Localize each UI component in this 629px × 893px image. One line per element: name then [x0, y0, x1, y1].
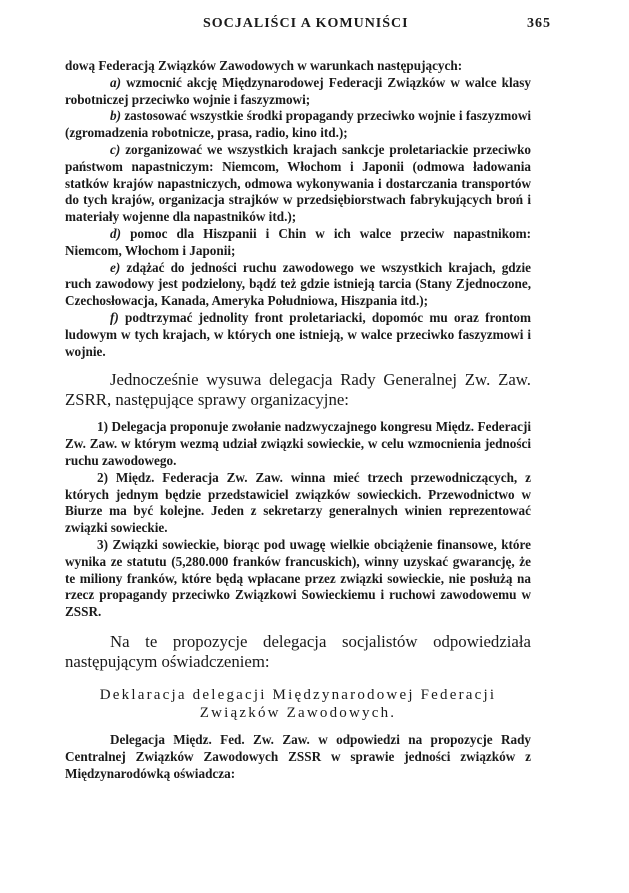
- paragraph-declaration: Delegacja Międz. Fed. Zw. Zaw. w odpowiedzi na propozycje Rady Centralnej Związków Zawodowych ZSSR w sprawie jedności związków z Międzynarodówką oświadcza:: [65, 731, 531, 781]
- paragraph-lead-organizational: Jednocześnie wysuwa delegacja Rady Generalnej Zw. Zaw. ZSRR, następujące sprawy organizacyjne:: [65, 370, 531, 410]
- list-item-f: f) podtrzymać jednolity front proletariacki, dopomóc mu oraz frontom ludowym w tych krajach, w których one istnieją, w walce przeciwko faszyzmowi i wojnie.: [65, 309, 531, 359]
- list-marker-f: f): [110, 309, 119, 325]
- page-number: 365: [527, 16, 551, 31]
- list-marker-e: e): [110, 259, 121, 275]
- list-marker-b: b): [110, 108, 121, 124]
- list-marker-d: d): [110, 225, 121, 241]
- list-item-a: a) wzmocnić akcję Międzynarodowej Federacji Związków w walce klasy robotniczej przeciwko wojnie i faszyzmowi;: [65, 74, 531, 107]
- list-item-c: c) zorganizować we wszystkich krajach sankcje proletariackie przeciwko państwom napastniczym: Niemcom, Włochom i Japonii (odmowa ładowania statków krajów napastniczych, odmowa wykonywania i dostarczania transportów do tych krajów, organizacja strajków w przedsiębiorstwach fabrykujących broń i materiały wojenne dla napastników itd.);: [65, 141, 532, 225]
- numbered-item-3: 3) Związki sowieckie, biorąc pod uwagę wielkie obciążenie finansowe, które wynika ze statutu (5,280.000 franków francuskich), winny uzyskać gwarancję, że te miliony franków, które będą wpłacane przez związki sowieckie, nie posłużą na rzecz propagandy przeciwko Związkowi Sowieckiemu i ruchowi zawodowemu w ZSSR.: [65, 536, 531, 620]
- list-item-d: d) pomoc dla Hiszpanii i Chin w ich walce przeciw napastnikom: Niemcom, Włochom i Japonii;: [65, 225, 532, 258]
- declaration-heading-line-2: Związków Zawodowych.: [199, 704, 397, 721]
- numbered-item-2: 2) Międz. Federacja Zw. Zaw. winna mieć trzech przewodniczących, z których jednym będzie przedstawiciel związków sowieckich. Przewodnictwo w Biurze ma być kolejne. Jeden z sekretarzy generalnych winien reprezentować związki sowieckie.: [65, 469, 531, 536]
- numbered-item-1: 1) Delegacja proponuje zwołanie nadzwyczajnego kongresu Międz. Federacji Zw. Zaw. w którym wezmą udział związki sowieckie, w celu wzmocnienia jedności ruchu zawodowego.: [65, 419, 531, 468]
- declaration-heading-line-1: Deklaracja delegacji Międzynarodowej Federacji: [99, 686, 497, 703]
- paragraph-lead-socialists: Na te propozycje delegacja socjalistów odpowiedziała następującym oświadczeniem:: [65, 631, 531, 671]
- page-header: [65, 12, 551, 36]
- declaration-heading: [65, 686, 531, 722]
- list-marker-c: c): [110, 141, 121, 157]
- paragraph-intro: dową Federacją Związków Zawodowych w warunkach następujących:: [65, 58, 463, 73]
- running-title: SOCJALIŚCI A KOMUNIŚCI: [203, 16, 409, 31]
- list-item-e: e) zdążać do jedności ruchu zawodowego we wszystkich krajach, gdzie ruch zawodowy jest podzielony, bądź też gdzie istnieją tarcia (Stany Zjednoczone, Czechosłowacja, Kanada, Ameryka Południowa, Hiszpania itd.);: [65, 259, 532, 309]
- list-item-b: b) zastosować wszystkie środki propagandy przeciwko wojnie i faszyzmowi (zgromadzenia robotnicze, prasa, radio, kino itd.);: [65, 108, 532, 141]
- page-body: [65, 58, 531, 782]
- list-marker-a: a): [110, 74, 121, 90]
